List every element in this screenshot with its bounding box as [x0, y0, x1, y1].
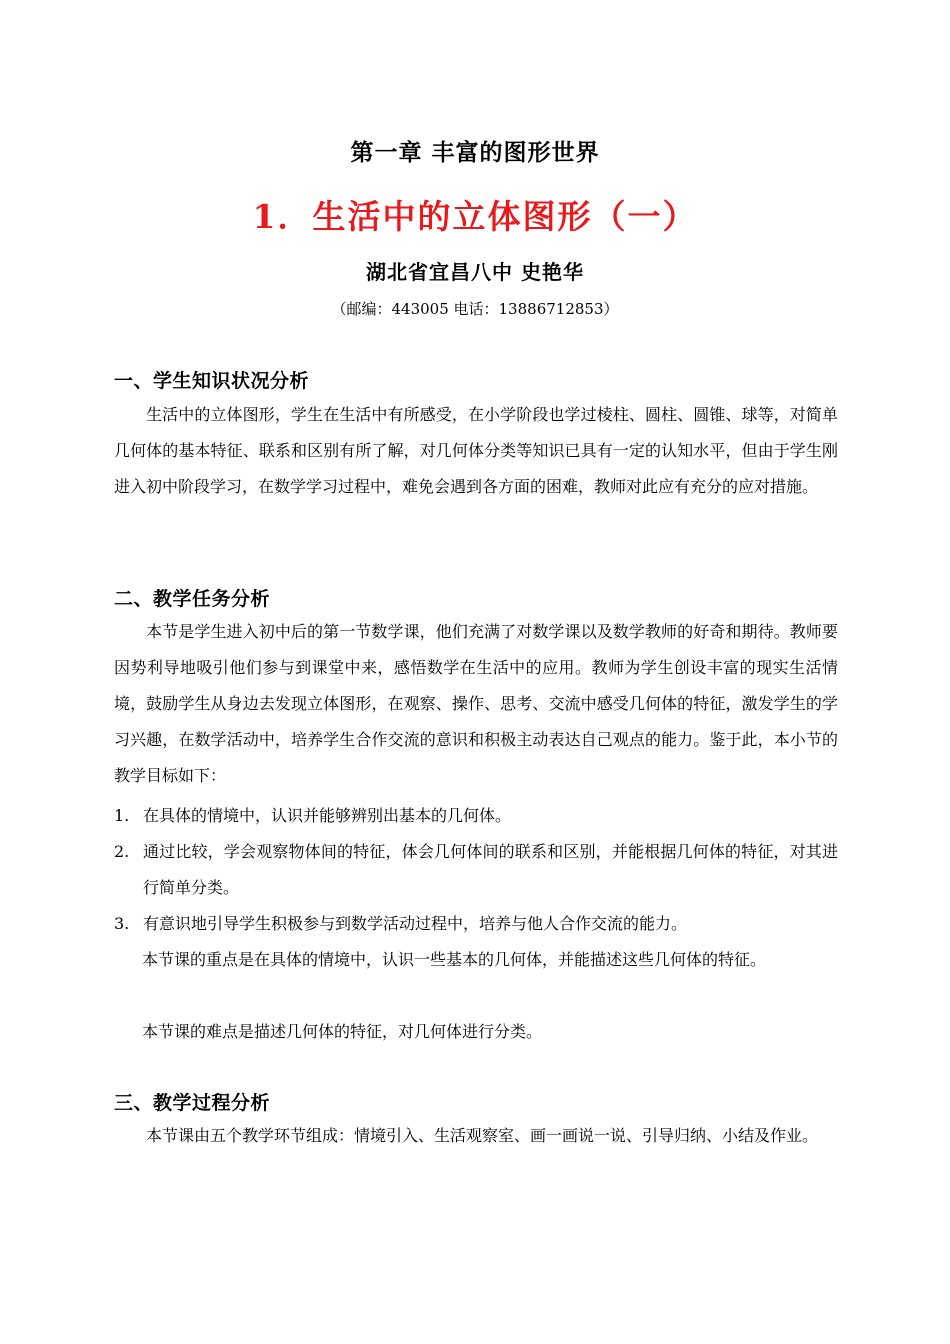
- list-item-number: 2.: [114, 842, 130, 861]
- lesson-title: 1．生活中的立体图形（一）: [252, 197, 698, 236]
- chapter-title: 第一章 丰富的图形世界: [350, 139, 600, 166]
- section-paragraph: [114, 397, 838, 505]
- paragraph-text: 本节课的难点是描述几何体的特征，对几何体进行分类。: [142, 1022, 543, 1041]
- key-point-paragraph: [114, 942, 838, 978]
- list-item-text: 在具体的情境中，认识并能够辨别出基本的几何体。: [143, 806, 512, 825]
- paragraph-text: 本节课的重点是在具体的情境中，认识一些基本的几何体，并能描述这些几何体的特征。: [142, 950, 767, 969]
- paragraph-text: 本节是学生进入初中后的第一节数学课，他们充满了对数学课以及数学教师的好奇和期待。教师要因势利导地吸引他们参与到课堂中来，感悟数学在生活中的应用。教师为学生创设丰富的现实生活情境，鼓励学生从身边去发现立体图形，在观察、操作、思考、交流中感受几何体的特征，激发学生的学习兴趣，在数学活动中，培养学生合作交流的意识和积极主动表达自己观点的能力。鉴于此，本小节的教学目标如下：: [114, 622, 838, 785]
- list-item: [114, 834, 838, 906]
- paragraph-text: 本节课由五个教学环节组成：情境引入、生活观察室、画一画说一说、引导归纳、小结及作业。: [146, 1126, 819, 1145]
- list-item-text: 通过比较，学会观察物体间的特征，体会几何体间的联系和区别，并能根据几何体的特征，对其进行简单分类。: [143, 842, 838, 897]
- list-item-number: 1.: [114, 806, 130, 825]
- list-item-number: 3.: [114, 914, 130, 933]
- difficulty-paragraph: [114, 1014, 838, 1050]
- teaching-goals-list: [114, 798, 838, 942]
- list-item-text: 有意识地引导学生积极参与到数学活动过程中，培养与他人合作交流的能力。: [143, 914, 688, 933]
- paragraph-text: 生活中的立体图形，学生在生活中有所感受，在小学阶段也学过棱柱、圆柱、圆锥、球等，对简单几何体的基本特征、联系和区别有所了解，对几何体分类等知识已具有一定的认知水平，但由于学生刚进入初中阶段学习，在数学学习过程中，难免会遇到各方面的困难，教师对此应有充分的应对措施。: [114, 405, 838, 496]
- list-item: [114, 906, 838, 942]
- section-paragraph: [114, 1118, 838, 1154]
- author-line: 湖北省宜昌八中 史艳华: [366, 260, 584, 284]
- section-paragraph: [114, 614, 838, 794]
- section-heading-task-analysis: 二、教学任务分析: [114, 588, 271, 610]
- section-heading-process-analysis: 三、教学过程分析: [114, 1092, 271, 1114]
- contact-info: （邮编：443005 电话：13886712853）: [331, 300, 619, 318]
- list-item: [114, 798, 838, 834]
- section-heading-student-analysis: 一、学生知识状况分析: [114, 370, 310, 392]
